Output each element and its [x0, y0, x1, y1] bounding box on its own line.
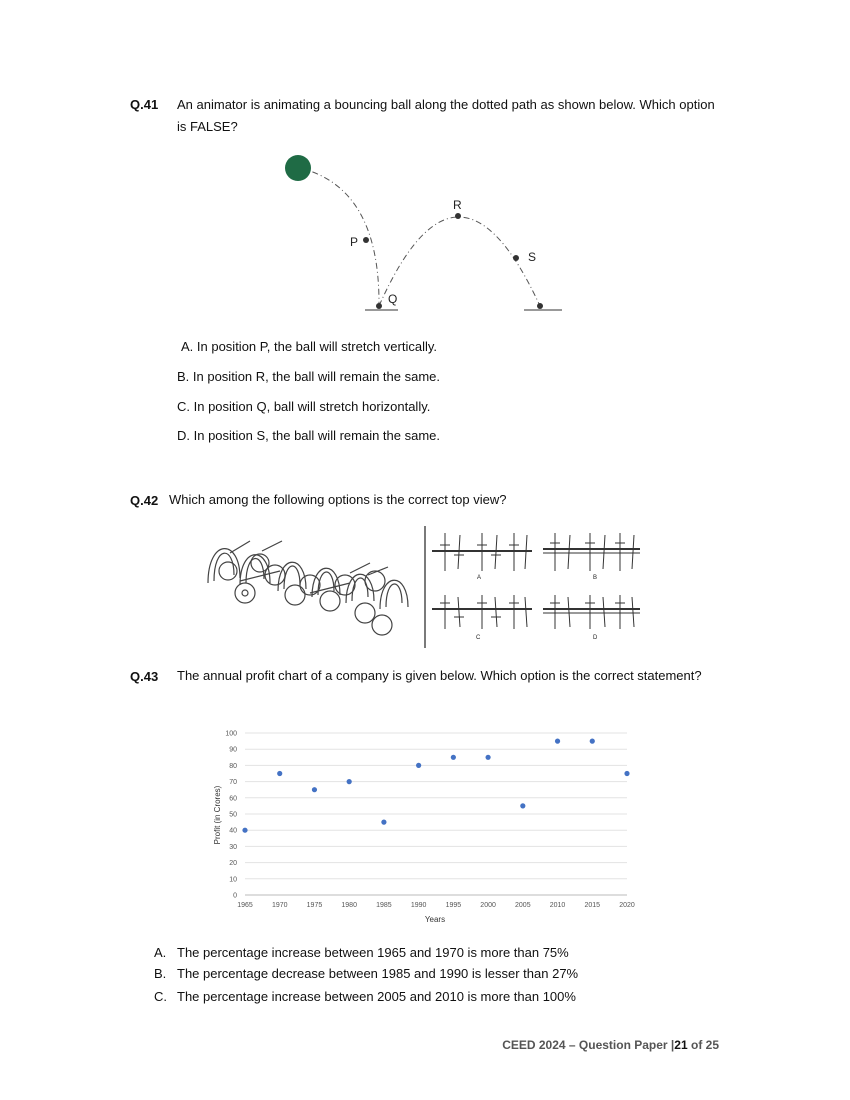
bouncing-ball-diagram	[270, 148, 580, 318]
x-tick-label: 2010	[549, 902, 566, 909]
x-tick-label: 2015	[584, 902, 601, 909]
y-tick-label: 60	[229, 795, 237, 803]
q41-option-a: A. In position P, the ball will stretch vertically.	[181, 339, 438, 354]
x-tick-label: 1990	[410, 902, 427, 909]
data-point	[347, 779, 352, 784]
x-tick-label: 1975	[306, 902, 323, 909]
data-point	[590, 739, 595, 744]
q41-text: An animator is animating a bouncing ball along the dotted path as shown below. Which option is FALSE?	[177, 97, 715, 134]
x-tick-label: 1980	[341, 902, 357, 909]
x-tick-label: 2020	[619, 902, 635, 909]
x-tick-label: 2005	[515, 902, 531, 909]
option-label-b: B	[593, 575, 598, 581]
q43-option-b-text: The percentage decrease between 1985 and 1990 is lesser than 27%	[177, 966, 579, 981]
top-view-option-d	[543, 595, 640, 629]
q43-text: The annual profit chart of a company is given below. Which option is the correct statement?	[177, 668, 702, 683]
data-point	[312, 787, 317, 792]
point-r	[455, 213, 461, 219]
label-s: S	[528, 250, 537, 264]
label-p: P	[350, 235, 359, 249]
data-point	[520, 803, 525, 808]
ball-path-bounce	[379, 217, 540, 306]
data-point	[277, 771, 282, 776]
x-tick-label: 1985	[376, 902, 392, 909]
data-point	[451, 755, 456, 760]
y-tick-label: 100	[225, 730, 237, 738]
x-tick-label: 2000	[480, 902, 496, 909]
footer-page-total: of 25	[687, 1038, 719, 1052]
y-tick-label: 10	[229, 876, 237, 884]
q41-option-c: C. In position Q, ball will stretch horizontally.	[177, 399, 431, 414]
point-q	[376, 303, 382, 309]
q42-number: Q.42	[130, 493, 159, 508]
chart-gridlines	[245, 733, 627, 895]
q41-number: Q.41	[130, 97, 159, 112]
label-q: Q	[388, 292, 398, 306]
q43-option-a-letter: A.	[154, 945, 167, 960]
x-tick-label: 1970	[271, 902, 288, 909]
y-tick-label: 50	[229, 811, 237, 819]
footer-title: CEED 2024 – Question Paper |	[502, 1038, 675, 1052]
data-point	[624, 771, 629, 776]
chart-y-ticks	[225, 731, 237, 900]
option-label-d: D	[593, 635, 598, 641]
data-point	[242, 828, 247, 833]
top-view-option-a	[432, 533, 532, 571]
bouncing-ball	[285, 155, 311, 181]
chart-x-label: Years	[424, 915, 446, 924]
y-tick-label: 80	[229, 762, 237, 770]
chart-points	[242, 739, 629, 833]
y-tick-label: 90	[229, 746, 237, 754]
data-point	[381, 820, 386, 825]
page-footer	[502, 1038, 719, 1052]
top-view-option-b	[543, 533, 640, 571]
q43-option-b-letter: B.	[154, 966, 167, 981]
option-label-a: A	[477, 575, 482, 581]
q41-option-d: D. In position S, the ball will remain the same.	[177, 428, 441, 443]
bicycle-isometric-illustration	[208, 541, 408, 635]
q41-option-b: B. In position R, the ball will remain the same.	[177, 369, 441, 384]
q43-number: Q.43	[130, 669, 159, 684]
y-tick-label: 30	[229, 843, 237, 851]
option-label-c: C	[476, 635, 481, 641]
ball-path-fall	[300, 168, 379, 306]
x-tick-label: 1965	[237, 902, 253, 909]
y-tick-label: 0	[233, 892, 237, 900]
q43-option-c-letter: C.	[154, 989, 167, 1004]
q43-option-c-text: The percentage increase between 2005 and 2010 is more than 100%	[177, 989, 576, 1004]
data-point	[416, 763, 421, 768]
y-tick-label: 20	[229, 860, 237, 868]
q42-text: Which among the following options is the correct top view?	[169, 492, 507, 507]
chart-y-label: Profit (in Crores)	[213, 785, 222, 845]
chart-x-ticks	[237, 902, 635, 909]
data-point	[555, 739, 560, 744]
point-end	[537, 303, 543, 309]
profit-chart	[205, 725, 645, 930]
q43-option-a-text: The percentage increase between 1965 and 1970 is more than 75%	[177, 945, 569, 960]
footer-page-number: 21	[674, 1038, 688, 1052]
label-r: R	[453, 198, 462, 212]
y-tick-label: 40	[229, 827, 237, 835]
point-p	[363, 237, 369, 243]
top-view-option-c	[432, 595, 532, 629]
point-s	[513, 255, 519, 261]
bicycle-stand-figure	[200, 523, 645, 651]
data-point	[485, 755, 490, 760]
y-tick-label: 70	[229, 779, 237, 787]
x-tick-label: 1995	[445, 902, 462, 909]
